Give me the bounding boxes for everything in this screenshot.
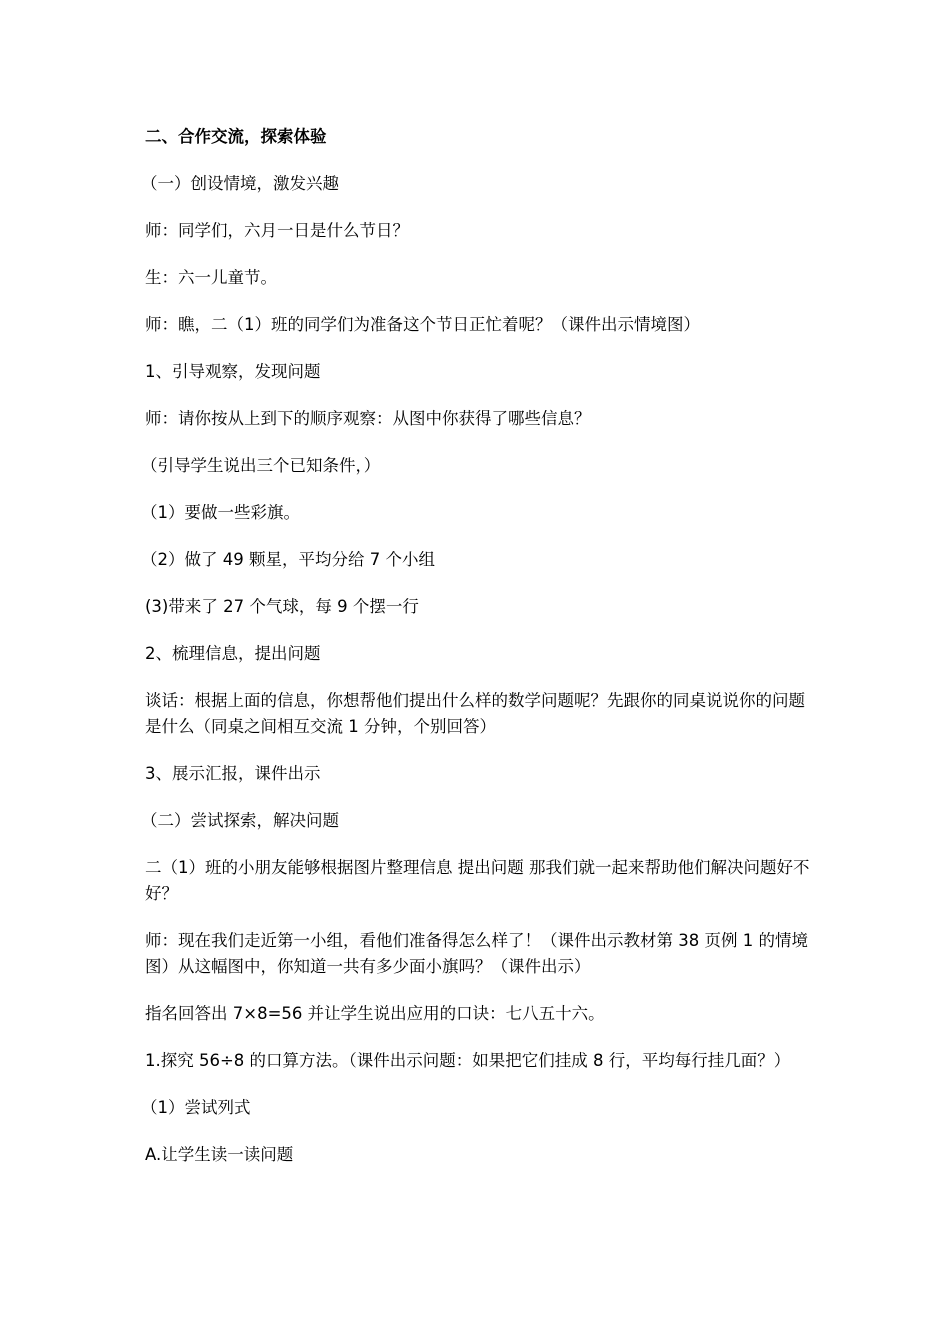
paragraph: 二（1）班的小朋友能够根据图片整理信息 提出问题 那我们就一起来帮助他们解决问题好不好？ [145,858,810,903]
paragraph: 谈话：根据上面的信息，你想帮他们提出什么样的数学问题呢？先跟你的同桌说说你的问题是什么（同桌之间相互交流 1 分钟，个别回答） [145,691,805,736]
list-item: （1）尝试列式 [141,1098,251,1117]
list-item: （2）做了 49 颗星，平均分给 7 个小组 [141,550,435,569]
subsection-heading: （二）尝试探索，解决问题 [141,811,339,830]
step-heading: 2、梳理信息，提出问题 [145,644,321,663]
paragraph: （引导学生说出三个已知条件，） [141,456,381,475]
list-item: （1）要做一些彩旗。 [141,503,300,522]
paragraph: 师：现在我们走近第一小组，看他们准备得怎么样了！（课件出示教材第 38 页例 1 的情境图）从这幅图中，你知道一共有多少面小旗吗？（课件出示） [145,931,808,976]
paragraph: 生：六一儿童节。 [145,268,277,287]
paragraph: 1.探究 56÷8 的口算方法。（课件出示问题：如果把它们挂成 8 行，平均每行挂几面？） [145,1051,791,1070]
list-item: (3)带来了 27 个气球，每 9 个摆一行 [145,597,419,616]
paragraph: 师：请你按从上到下的顺序观察：从图中你获得了哪些信息？ [145,409,591,428]
list-item: A.让学生读一读问题 [145,1145,294,1164]
step-heading: 1、引导观察，发现问题 [145,362,321,381]
step-heading: 3、展示汇报，课件出示 [145,764,321,783]
subsection-heading: （一）创设情境，激发兴趣 [141,174,339,193]
paragraph: 指名回答出 7×8=56 并让学生说出应用的口诀：七八五十六。 [145,1004,605,1023]
section-heading: 二、合作交流，探索体验 [145,127,327,146]
paragraph: 师：瞧，二（1）班的同学们为准备这个节日正忙着呢？（课件出示情境图） [145,315,700,334]
document-body [141,124,810,1189]
paragraph: 师：同学们，六月一日是什么节日？ [145,221,409,240]
